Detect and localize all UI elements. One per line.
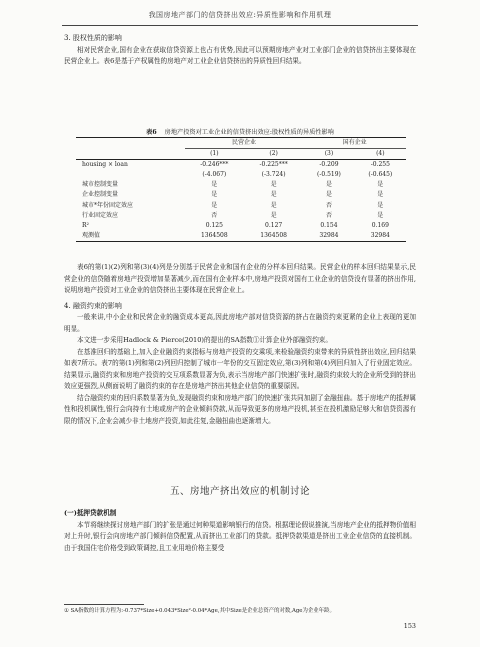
- table-cell: 是: [377, 201, 384, 209]
- column-number: (1): [185, 149, 244, 160]
- section4-paragraph-1: 一般来讲,中小企业和民营企业的融资成本更高,因此房地产部对信贷资源的挤占在融资约束更紧的企业上表现的更加明显。: [64, 313, 416, 333]
- table-cell: -0.255: [370, 161, 390, 169]
- section5-paragraph: 本节将继续探讨房地产部门的扩张是通过何种渠道影响银行的信贷。根据理论假说推演,当房地产企业的抵押物价值相对上升时,银行会向房地产部门倾斜信贷配置,从而挤出工业部门的贷款。抵押贷款渠道是挤出工业企业信贷的直接机制。由于我国住宅价格受到政策调控,且工业用地价格主要受: [64, 520, 416, 552]
- table-cell: (-3.724): [261, 171, 286, 179]
- column-number: (3): [303, 149, 354, 160]
- row-label: [76, 170, 185, 180]
- row-label: R²: [82, 221, 89, 229]
- table-cell: 是: [270, 211, 277, 219]
- header-rule: [62, 25, 418, 26]
- section4-paragraph-2: 本文进一步采用Hadlock & Pierce(2010)的提出的SA指数①计算企业外部融资约束。: [77, 336, 332, 344]
- table-cell: -0.209: [319, 161, 339, 169]
- row-label: 城市*年份固定效应: [82, 201, 134, 209]
- table-cell: (-0.645): [368, 171, 393, 179]
- footnote-rule: [64, 604, 144, 605]
- row-label: 城市控制变量: [82, 181, 119, 189]
- table-cell: 否: [325, 201, 332, 209]
- results-paragraph: 表6的第(1)(2)列和第(3)(4)列是分别基于民营企业和国有企业的分样本回归结果。民营企业的样本回归结果显示,民营企业的信贷随着房地产投资增加显著减少,而在国有企业样本中,房地产投资对国有工业企业的信贷没有显著的挤出作用,说明房地产投资对工业企业的信贷挤出主要体现在民营企业上。: [64, 263, 416, 294]
- table-cell: 是: [325, 191, 332, 199]
- table-cell: -0.246***: [200, 161, 229, 169]
- table-cell: -0.225***: [259, 161, 288, 169]
- section4-heading: 4. 融资约束的影响: [64, 301, 122, 310]
- footnote-marker: ①: [64, 608, 69, 614]
- table-cell: 是: [377, 211, 384, 219]
- section5-title: 五、房地产挤出效应的机制讨论: [169, 486, 310, 497]
- table-cell: 0.154: [320, 221, 338, 229]
- table-cell: 是: [377, 191, 384, 199]
- table-cell: 否: [211, 211, 218, 219]
- group-header-private: 民营企业: [185, 138, 304, 149]
- table-cell: 是: [270, 191, 277, 199]
- table-cell: (-4.067): [202, 171, 227, 179]
- table6-title: 房地产投资对工业企业的信贷挤出效应:股权性质的异质性影响: [164, 129, 334, 136]
- table-cell: 1364508: [244, 231, 303, 242]
- row-label: housing × loan: [82, 161, 128, 169]
- section5-block: [64, 508, 416, 554]
- row-label: 行业固定效应: [82, 211, 119, 219]
- column-number: (2): [244, 149, 303, 160]
- footnote: [64, 607, 416, 616]
- table6: [76, 137, 406, 242]
- results-block: [64, 262, 416, 427]
- table-cell: 是: [270, 201, 277, 209]
- table-cell: 是: [377, 181, 384, 189]
- column-number: (4): [355, 149, 406, 160]
- section4-paragraph-4: 结合融资约束的回归系数显著为负,发现融资约束和房地产部门的快速扩张共同加剧了金融扭曲。基于房地产的抵押属性和投机属性,银行会向持有土地或房产的企业倾斜贷款,从而导致更多的房地产投机,甚至在投机激励足够大和信贷资源有限的情况下,企业会减少非土地房产投资,如此往复,金融扭曲也逐渐增大。: [64, 393, 416, 425]
- section5-subheading: (一)抵押贷款机制: [64, 509, 117, 517]
- table-cell: 32984: [355, 231, 406, 242]
- table-cell: 是: [211, 201, 218, 209]
- table-cell: 1364508: [185, 231, 244, 242]
- table-cell: 是: [211, 191, 218, 199]
- table-cell: 32984: [303, 231, 354, 242]
- table-cell: 否: [325, 211, 332, 219]
- row-label: 观测值: [76, 231, 185, 242]
- table-cell: (-0.519): [317, 171, 341, 179]
- section3-block: [64, 33, 416, 68]
- footnote-text: SA指数的计算方程为:-0.737*Size+0.043*Size²-0.04*Age,其中Size是企业总资产的对数,Age为企业年龄。: [70, 608, 335, 614]
- section3-heading: 3. 股权性质的影响: [64, 34, 122, 42]
- section3-paragraph: 相对民营企业,国有企业在获取信贷资源上也占有优势,因此可以预期房地产业对工业部门企业的信贷挤出主要体现在民营企业上。表6是基于产权属性的房地产对工业企业信贷挤出的异质性回归结果。: [64, 45, 416, 65]
- section4-paragraph-3: 在基准回归的基础上,加入企业融资约束指标与房地产投资的交乘项,来检验融资约束带来的异质性挤出效应,回归结果如表7所示。表7的第(1)列和第(2)列回归控制了城市一年份的交互固定效应,第(3)列和第(4)列回归加入了行业固定效应。结果显示,融资约束和房地产投资的交互项系数显著为负,表示当房地产部门快速扩张时,融资约束较大的企业所受到的挤出效应更强烈,从侧面说明了融资约束的存在是房地产挤出其他企业信贷的重要原因。: [64, 347, 416, 390]
- table-cell: 0.125: [205, 221, 223, 229]
- running-header: 我国房地产部门的信贷挤出效应:异质性影响和作用机理: [148, 11, 332, 19]
- table-cell: 0.169: [371, 221, 389, 229]
- page-number: 153: [403, 622, 416, 630]
- table6-caption: [64, 127, 416, 136]
- group-header-state: 国有企业: [303, 138, 406, 149]
- table-cell: 是: [211, 181, 218, 189]
- table6-label: 表6: [146, 129, 157, 136]
- row-label: 企业控制变量: [82, 191, 119, 199]
- table-cell: 是: [270, 181, 277, 189]
- table-cell: 是: [325, 181, 332, 189]
- table-cell: 0.127: [265, 221, 283, 229]
